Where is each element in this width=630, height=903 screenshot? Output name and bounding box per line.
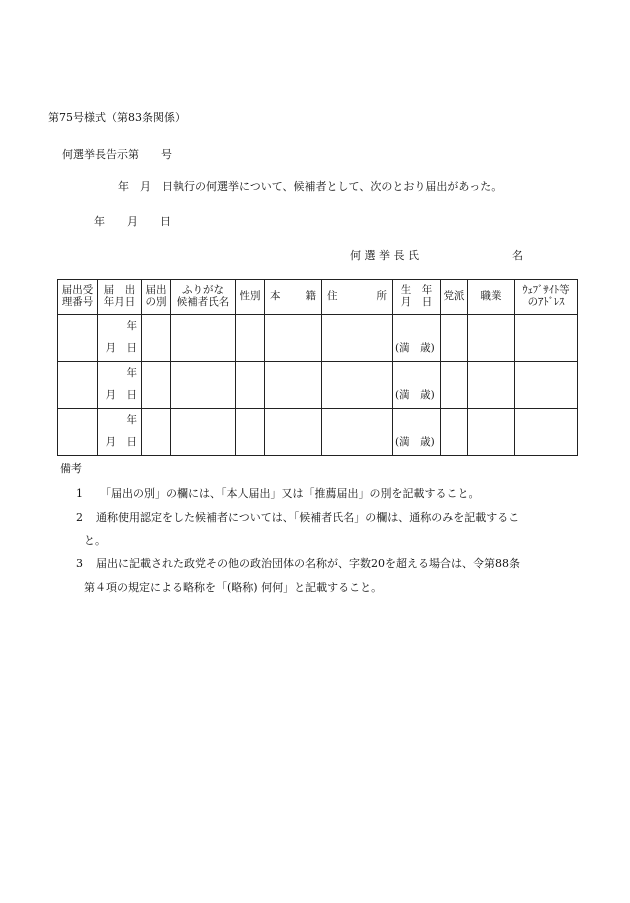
occupation-cell[interactable]: [468, 409, 515, 456]
receipt-number-cell[interactable]: [58, 409, 98, 456]
signature-title: 何 選 挙 長 氏: [350, 249, 419, 262]
header-filing-type: 届出 の別: [142, 280, 171, 315]
birth-date-cell[interactable]: (満 歳): [393, 362, 441, 409]
table-row: [58, 409, 578, 456]
filing-date-cell[interactable]: 年 月 日: [98, 362, 142, 409]
remark-2-text-cont: と。: [84, 534, 106, 547]
candidate-name-cell[interactable]: [171, 362, 236, 409]
occupation-cell[interactable]: [468, 315, 515, 362]
domicile-cell[interactable]: [265, 315, 322, 362]
sex-cell[interactable]: [236, 362, 265, 409]
table-row: [58, 315, 578, 362]
receipt-number-cell[interactable]: [58, 362, 98, 409]
signature-name-suffix: 名: [512, 249, 523, 262]
filing-date-cell[interactable]: 年 月 日: [98, 315, 142, 362]
remark-2-number: 2: [76, 511, 83, 524]
header-domicile: 本 籍: [265, 280, 322, 315]
birth-date-cell[interactable]: (満 歳): [393, 315, 441, 362]
header-candidate-name: ふりがな 候補者氏名: [171, 280, 236, 315]
remark-1-number: 1: [76, 487, 83, 500]
form-label: 第75号様式（第83条関係）: [48, 111, 186, 124]
header-address: 住 所: [322, 280, 393, 315]
party-cell[interactable]: [441, 409, 468, 456]
header-sex: 性別: [236, 280, 265, 315]
party-cell[interactable]: [441, 362, 468, 409]
remark-2-text: 通称使用認定をした候補者については、「候補者氏名」の欄は、通称のみを記載するこ: [96, 511, 520, 524]
table-row: [58, 362, 578, 409]
birth-date-cell[interactable]: (満 歳): [393, 409, 441, 456]
notice-date-line: 年 月 日: [94, 215, 171, 228]
table-header-row: [58, 280, 578, 315]
remarks-heading: 備考: [60, 462, 82, 475]
header-occupation: 職業: [468, 280, 515, 315]
candidate-table: [57, 279, 578, 456]
occupation-cell[interactable]: [468, 362, 515, 409]
filing-type-cell[interactable]: [142, 315, 171, 362]
address-cell[interactable]: [322, 362, 393, 409]
remark-3-text: 届出に記載された政党その他の政治団体の名称が、字数20を超える場合は、令第88条: [96, 557, 520, 570]
filing-type-cell[interactable]: [142, 409, 171, 456]
remark-1-text: 「届出の別」の欄には、「本人届出」又は「推薦届出」の別を記載すること。: [100, 487, 480, 500]
header-party: 党派: [441, 280, 468, 315]
header-birth-date: 生 年 月 日: [393, 280, 441, 315]
website-address-cell[interactable]: [515, 362, 578, 409]
filing-date-cell[interactable]: 年 月 日: [98, 409, 142, 456]
header-receipt-number: 届出受 理番号: [58, 280, 98, 315]
header-website-address: ｳｪﾌﾞｻｲﾄ等 のｱﾄﾞﾚｽ: [515, 280, 578, 315]
sex-cell[interactable]: [236, 315, 265, 362]
party-cell[interactable]: [441, 315, 468, 362]
website-address-cell[interactable]: [515, 409, 578, 456]
address-cell[interactable]: [322, 409, 393, 456]
notice-number: 何選挙長告示第 号: [62, 148, 172, 161]
remark-3-text-cont: 第４項の規定による略称を「(略称) 何何」と記載すること。: [84, 581, 383, 594]
filing-type-cell[interactable]: [142, 362, 171, 409]
address-cell[interactable]: [322, 315, 393, 362]
notice-body-text: 年 月 日執行の何選挙について、候補者として、次のとおり届出があった。: [118, 180, 503, 193]
remark-3-number: 3: [76, 557, 83, 570]
domicile-cell[interactable]: [265, 409, 322, 456]
domicile-cell[interactable]: [265, 362, 322, 409]
sex-cell[interactable]: [236, 409, 265, 456]
header-filing-date: 届 出 年月日: [98, 280, 142, 315]
receipt-number-cell[interactable]: [58, 315, 98, 362]
website-address-cell[interactable]: [515, 315, 578, 362]
candidate-name-cell[interactable]: [171, 409, 236, 456]
candidate-name-cell[interactable]: [171, 315, 236, 362]
